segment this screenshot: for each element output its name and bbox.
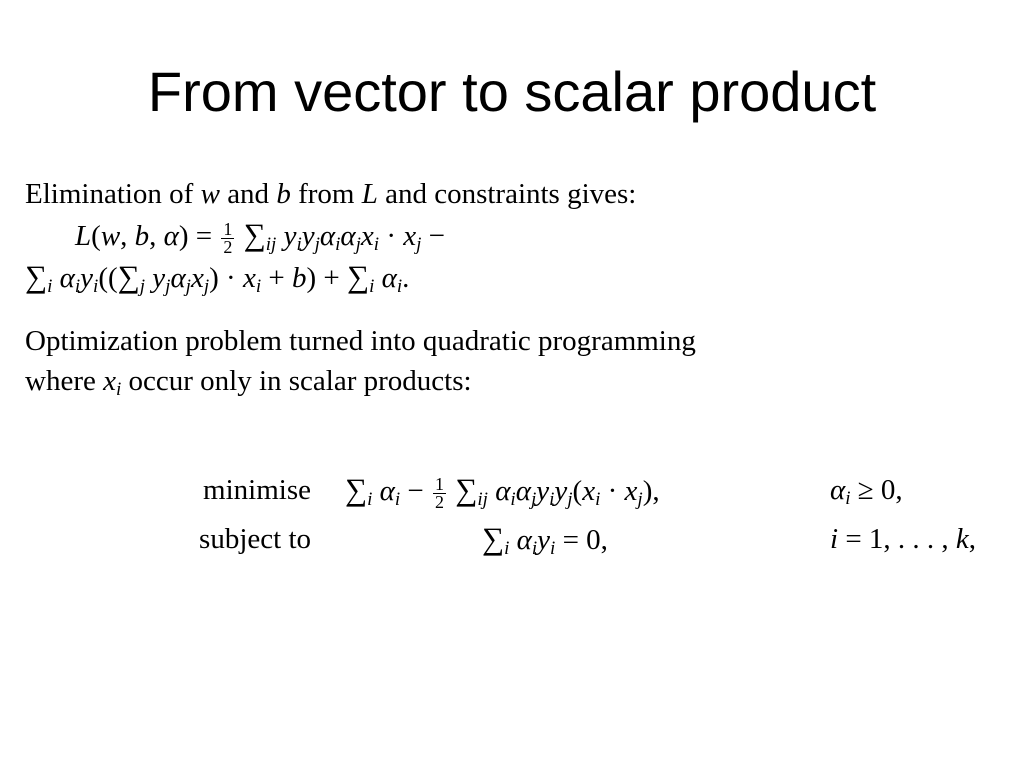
minimise-label: minimise xyxy=(203,474,311,506)
slide-title: From vector to scalar product xyxy=(147,60,877,123)
var-x: x xyxy=(103,365,116,397)
var-b: b xyxy=(276,178,291,210)
optimization-text-post: occur only in scalar products: xyxy=(121,365,472,397)
half-fraction: $\frac{1}{2}$ xyxy=(223,219,233,258)
intro-text-post: and constraints gives: xyxy=(377,178,637,210)
var-L: L xyxy=(361,178,378,210)
alpha-nonnegativity: $\alpha_i \ge 0$, xyxy=(830,474,903,509)
var-w: w xyxy=(200,178,220,210)
optimization-line-2 xyxy=(25,361,472,401)
intro-text-pre: Elimination of xyxy=(25,178,201,210)
constraint-formula: $\sum_i$ $\alpha_iy_i = 0$, xyxy=(482,521,608,559)
intro-text-and: and xyxy=(219,178,277,210)
index-range: i = 1, . . . , k, xyxy=(830,523,977,555)
elimination-intro xyxy=(25,174,636,214)
var-x-subscript: i xyxy=(115,378,122,400)
optimization-text-pre: where xyxy=(25,365,104,397)
subject-to-label: subject to xyxy=(199,523,311,555)
objective-formula: $\sum_i$ $\alpha_i$ − $\frac{1}{2}$ $\sum_{ij}$ $\alpha_i\alpha_jy_iy_j(x_i \cdot x_j)$, xyxy=(345,472,660,513)
optimization-line-1: Optimization problem turned into quadratic programming xyxy=(25,325,696,357)
lagrangian-line-1: L(w, b, α) = $\frac{1}{2}$ $\sum_{ij}$ $y_iy_j\alpha_i\alpha_jx_i \cdot x_j$ − xyxy=(75,217,446,258)
lagrangian-line-2: $\sum_i$ $\alpha_iy_i((\sum_j$ $y_j\alpha_jx_j) \cdot x_i + b) + \sum_i$ $\alpha_i$. xyxy=(25,259,410,297)
intro-text-from: from xyxy=(290,178,362,210)
